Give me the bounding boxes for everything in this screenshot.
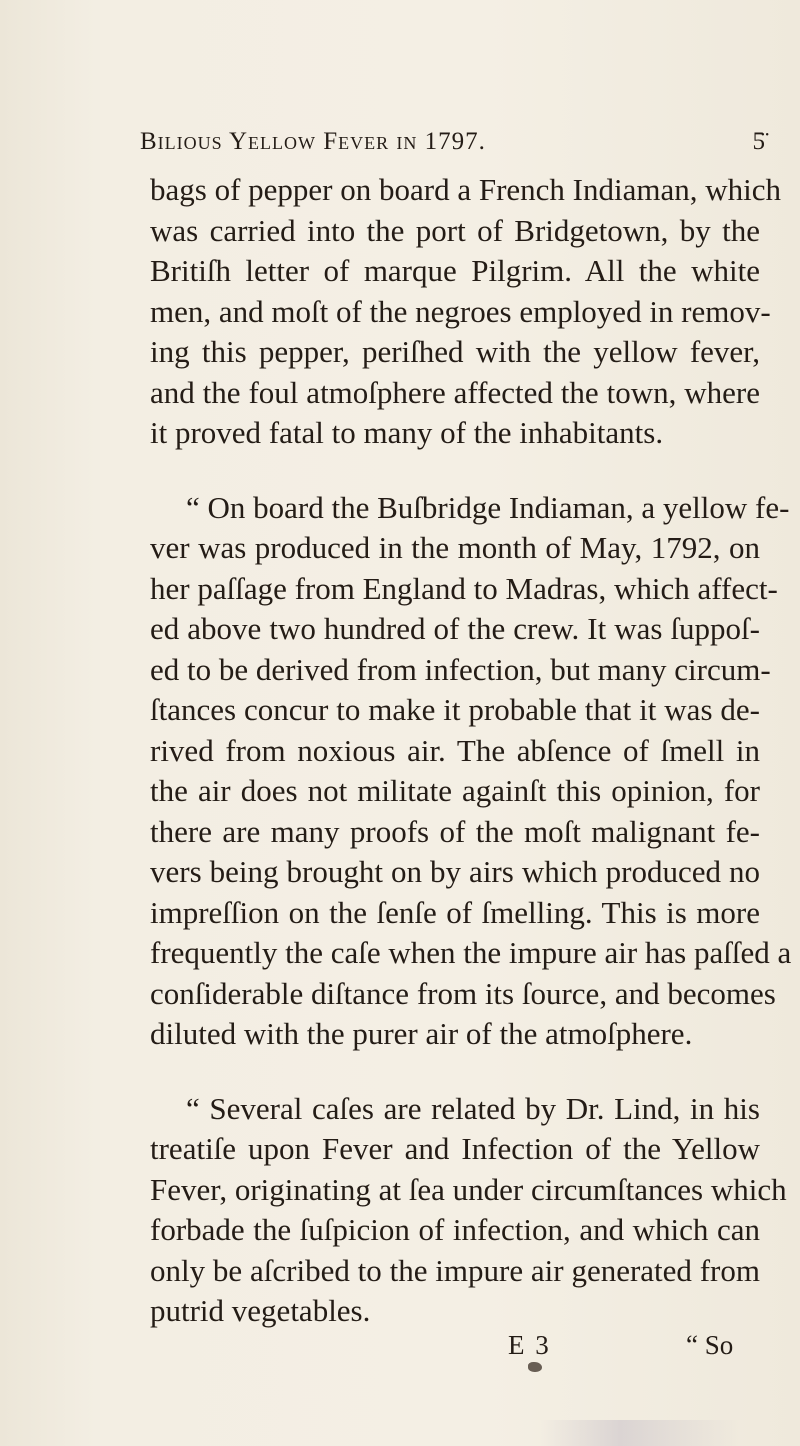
catchword: “ So (686, 1330, 734, 1360)
text-line: “ On board the Buſbridge Indiaman, a yellow fe- (186, 489, 790, 525)
paragraph-1 (150, 170, 781, 454)
text-line: vers being brought on by airs which produced no (150, 854, 760, 889)
ink-blot (528, 1362, 542, 1372)
text-line: ſtances concur to make it probable that it was de- (150, 692, 760, 727)
text-line: diluted with the purer air of the atmoſphere. (150, 1016, 693, 1051)
text-line: her paſſage from England to Madras, which affect- (150, 570, 778, 606)
text-line: was carried into the port of Bridgetown, by the (150, 212, 760, 248)
text-line: putrid vegetables. (150, 1293, 371, 1328)
page-edge-stain (540, 1420, 740, 1446)
text-line: and the foul atmoſphere affected the town, where (150, 374, 760, 410)
running-head (140, 128, 780, 168)
text-line: men, and moſt of the negroes employed in remov- (150, 293, 771, 329)
text-line: frequently the caſe when the impure air has paſſed a (150, 935, 792, 970)
text-line: treatiſe upon Fever and Infection of the Yellow (150, 1131, 760, 1166)
text-line: ed to be derived from infection, but many circum- (150, 651, 771, 687)
text-line: there are many proofs of the moſt malignant fe- (150, 813, 760, 849)
text-line: ed above two hundred of the crew. It was ſuppoſ- (150, 611, 760, 646)
text-line: rived from noxious air. The abſence of ſmell in (150, 732, 760, 768)
text-line: forbade the ſuſpicion of infection, and which can (150, 1212, 760, 1247)
text-line: ing this pepper, periſhed with the yellow fever, (150, 334, 760, 369)
text-line: ver was produced in the month of May, 1792, on (150, 530, 760, 565)
running-title: Bilious Yellow Fever in 1797. (140, 128, 486, 155)
text-line: bags of pepper on board a French Indiaman, which (150, 172, 781, 207)
body-text (150, 170, 792, 1332)
paragraph-2 (150, 488, 792, 1055)
paragraph-3 (150, 1089, 787, 1332)
text-line: the air does not militate againſt this opinion, for (150, 773, 760, 808)
text-line: it proved fatal to many of the inhabitants. (150, 415, 664, 450)
text-line: conſiderable diſtance from its ſource, and becomes (150, 975, 776, 1011)
text-line: “ Several caſes are related by Dr. Lind, in his (186, 1090, 760, 1126)
text-line: impreſſion on the ſenſe of ſmelling. This is more (150, 894, 760, 930)
signature-mark: E 3 (508, 1330, 551, 1360)
text-line: Fever, originating at ſea under circumſtances which (150, 1171, 787, 1207)
page-number: 5̈ (752, 128, 766, 155)
text-line: only be aſcribed to the impure air generated from (150, 1252, 760, 1288)
text-line: Britiſh letter of marque Pilgrim. All the white (150, 253, 760, 288)
